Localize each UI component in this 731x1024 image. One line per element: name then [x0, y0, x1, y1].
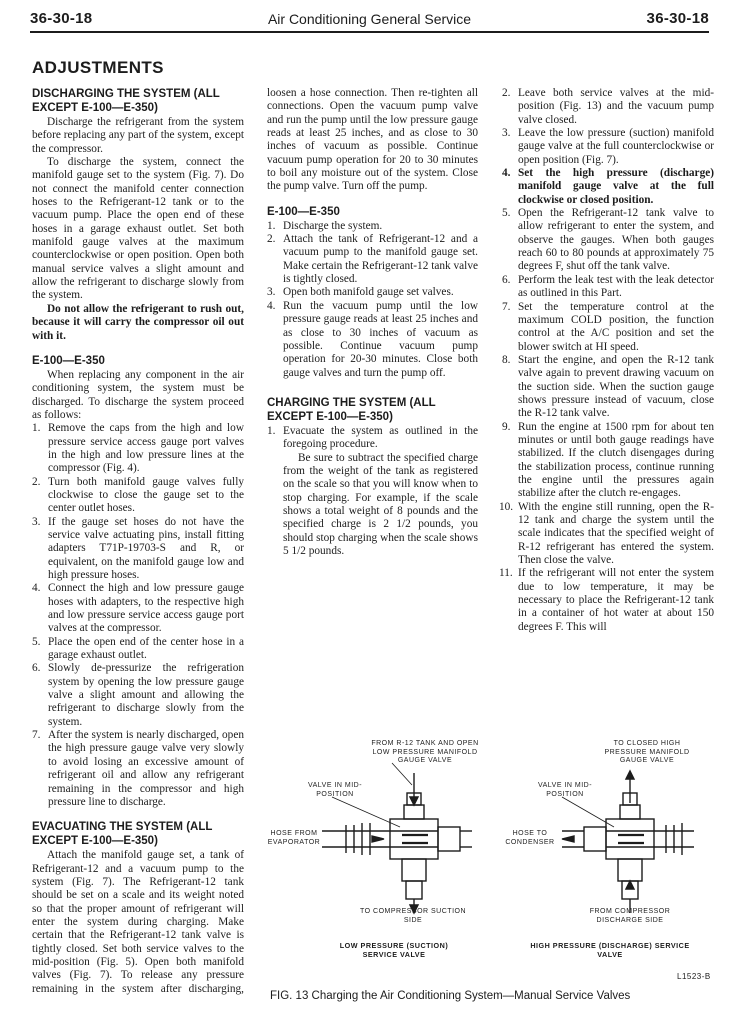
- running-title: Air Conditioning General Service: [267, 11, 472, 27]
- caption-low-pressure-valve: LOW PRESSURE (SUCTION) SERVICE VALVE: [339, 941, 449, 959]
- figure-code: L1523-B: [677, 972, 711, 981]
- list-item: 3. Open both manifold gauge set valves.: [267, 286, 454, 299]
- list-item: 6. Slowly de-pressurize the refrigeration system by opening the low pressure gauge valve a slight amount and allowing the refrigerant to discharge slowly from the system.: [32, 662, 244, 728]
- list-item: 8. Start the engine, and open the R-12 tank valve again to prevent drawing vacuum on the suction side. When the suction gauge shows pressure instead of vacuum, close the R-12 tank valve.: [502, 353, 714, 420]
- label-valve-mid-right: VALVE IN MID-POSITION: [537, 782, 593, 798]
- discharging-paragraph-1: Discharge the refrigerant from the system before replacing any part of the system, except the compressor.: [32, 116, 244, 155]
- label-from-r12-tank: FROM R-12 TANK AND OPEN LOW PRESSURE MANIFOLD GAUGE VALVE: [371, 740, 479, 764]
- e100-intro: When replacing any component in the air conditioning system, the system must be discharged. To discharge the system proceed as follows:: [32, 368, 244, 421]
- list-item: 1. Remove the caps from the high and low pressure service access gauge port valves in the high and low pressure lines at the compressor (Fig. 4).: [32, 422, 244, 475]
- list-item: 1. Evacuate the system as outlined in the foregoing procedure. Be sure to subtract the specified charge from the weight of the tank as registered on the scale so that you will know when to stop charging. For example, if the scale shows a total weight of 8 pounds and the specified charge is 2 1/2 pounds, you should stop charging when the scale shows 5 1/2 pounds.: [267, 424, 478, 557]
- charging-steps-continued: [499, 87, 714, 634]
- list-item: 6. Perform the leak test with the leak detector as outlined in this Part.: [502, 273, 714, 300]
- list-item: 5. Place the open end of the center hose in a garage exhaust outlet.: [32, 635, 244, 662]
- label-to-closed-high: TO CLOSED HIGH PRESSURE MANIFOLD GAUGE VALVE: [604, 740, 690, 764]
- column-2: [267, 87, 478, 558]
- list-item: 2. Leave both service valves at the mid-position (Fig. 13) and the vacuum pump valve closed.: [502, 87, 714, 126]
- e100-discharge-steps: [32, 422, 244, 809]
- list-item: 7. After the system is nearly discharged, open the high pressure gauge valve very slowly to avoid losing an excessive amount of refrigerant oil and allow any refrigerant remaining in the compressor and high pressure line to discharge.: [32, 729, 244, 808]
- list-item: 4. Set the high pressure (discharge) manifold gauge valve at the full clockwise or closed position.: [502, 167, 714, 206]
- list-item: 4. Run the vacuum pump until the low pressure gauge reads at least 25 inches and as close to 30 inches of vacuum as possible. Continue vacuum pump operation for 20-30 minutes. Close both gauge valves and turn the pump off.: [267, 299, 478, 379]
- page-header: [30, 9, 709, 33]
- list-item: 5. Open the Refrigerant-12 tank valve to allow refrigerant to enter the system, and observe the gauges. When both gauges reach 60 to 80 pounds at approximately 75 degrees F, shut off the tank valve.: [502, 207, 714, 273]
- heading-e100-evacuate: E-100—E-350: [267, 205, 340, 218]
- label-hose-condenser: HOSE TO CONDENSER: [505, 830, 555, 846]
- heading-discharging: DISCHARGING THE SYSTEM (ALL EXCEPT E-100—E-350): [32, 88, 220, 114]
- heading-evacuating: EVACUATING THE SYSTEM (ALL EXCEPT E-100—E-350): [32, 821, 213, 848]
- caption-high-pressure-valve: HIGH PRESSURE (DISCHARGE) SERVICE VALVE: [530, 941, 690, 959]
- label-from-compressor: FROM COMPRESSOR DISCHARGE SIDE: [589, 908, 671, 924]
- list-item: 1. Discharge the system.: [267, 219, 383, 232]
- page-number-right: 36-30-18: [646, 10, 709, 27]
- list-item: 10. With the engine still running, open the R-12 tank and charge the system until the scale indicates that the specified weight of R-12 refrigerant has entered the system. Then close the valve.: [499, 500, 714, 567]
- evacuating-paragraph-continued: loosen a hose connection. Then re-tighten all connections. Open the vacuum pump valve and run the pump until the low pressure gauge reads at least 25 inches, and as close to 30 inches of vacuum as possible. Continue vacuum pump operation for 20 to 30 minutes to boil any moisture out of the system. Close the pump valve. Turn off the pump.: [267, 87, 478, 193]
- column-3: [499, 87, 714, 634]
- figure-13: [262, 735, 722, 1024]
- heading-e100-discharge: E-100—E-350: [32, 354, 105, 367]
- figure-caption: FIG. 13 Charging the Air Conditioning System—Manual Service Valves: [270, 990, 631, 1002]
- list-item: 2. Attach the tank of Refrigerant-12 and a vacuum pump to the manifold gauge set. Make certain the Refrigerant-12 tank valve is tightly closed.: [267, 233, 478, 286]
- section-title: ADJUSTMENTS: [32, 58, 164, 77]
- label-to-compressor: TO COMPRESSOR SUCTION SIDE: [359, 908, 467, 924]
- e100-evacuate-steps: [267, 220, 478, 380]
- evacuating-paragraph: Attach the manifold gauge set, a tank of Refrigerant-12 and a vacuum pump to the system (Fig. 7). The Refrigerant-12 tank should be set on a scale and its weight noted so that the proper amount of refrigerant will enter the system during charging. Make certain that the Refrigerant-12 tank valve is tightly closed. Set both service valves to the mid-position (Fig. 5). Open both manifold valves (Fig. 7). To release any pressure remaining in the system after discharging,: [32, 849, 244, 995]
- column-1: [32, 87, 244, 996]
- list-item: 9. Run the engine at 1500 rpm for about ten minutes or until both gauge readings have stabilized. If the clutch disengages during the stabilization process, continue running the engine until the pressures again stabilize after the clutch re-engages.: [502, 420, 714, 500]
- page-number-left: 36-30-18: [30, 10, 93, 27]
- label-hose-evaporator: HOSE FROM EVAPORATOR: [267, 830, 321, 846]
- charging-steps-start: [267, 425, 478, 558]
- discharging-warning: Do not allow the refrigerant to rush out, because it will carry the compressor oil out with it.: [32, 302, 244, 342]
- list-item: 3. If the gauge set hoses do not have the service valve actuating pins, install fitting adapters T71P-19703-S and R, or equivalent, on the manifold gauge low and high pressure hoses.: [32, 515, 244, 581]
- label-valve-mid-left: VALVE IN MID-POSITION: [307, 782, 363, 798]
- list-item: 7. Set the temperature control at the maximum COLD position, the function control at the A/C position and set the blower switch at HI speed.: [502, 300, 714, 353]
- list-item: 2. Turn both manifold gauge valves fully clockwise to close the gauge set to the center outlet hoses.: [32, 475, 244, 515]
- list-item: 11. If the refrigerant will not enter the system due to low temperature, it may be necessary to place the Refrigerant-12 tank in a container of hot water at about 150 degrees F. This will: [499, 567, 714, 633]
- discharging-paragraph-2: To discharge the system, connect the manifold gauge set to the system (Fig. 7). Do not connect the manifold center connection hoses to the Refrigerant-12 tank or to the vacuum pump. Place the open end of these hoses in a garage exhaust outlet. Set both manifold gauge valves at the maximum counterclockwise or open position. Open both manual service valves a slight amount and allow the refrigerant to discharge slowly from the system.: [32, 156, 244, 302]
- heading-charging: CHARGING THE SYSTEM (ALL EXCEPT E-100—E-350): [267, 396, 436, 423]
- list-item: 4. Connect the high and low pressure gauge hoses with adapters, to the respective high and low pressure service access gauge port valves at the compressor.: [32, 582, 244, 635]
- list-item: 3. Leave the low pressure (suction) manifold gauge valve at the full counterclockwise or open position (Fig. 7).: [502, 127, 714, 166]
